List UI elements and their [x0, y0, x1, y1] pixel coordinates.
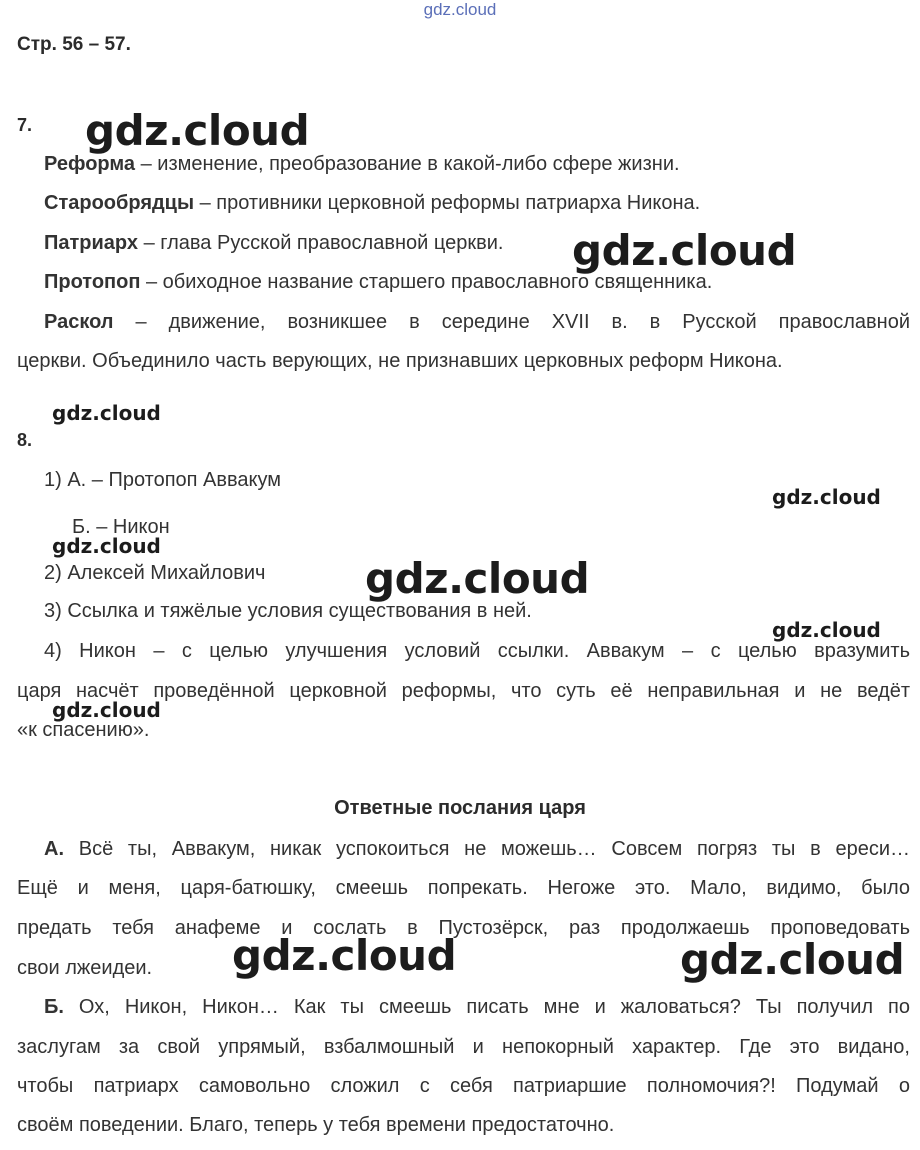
answer-4-line2: царя насчёт проведённой церковной реформы, что суть её неправильная и не ведёт [17, 680, 910, 702]
letter-b-line1 [44, 995, 910, 1019]
watermark: gdz.cloud [572, 226, 797, 275]
page-range-title: Стр. 56 – 57. [17, 34, 131, 55]
definition-patriarch [44, 231, 503, 255]
letter-text: Ох, Никон, Никон… Как ты смеешь писать мне и жаловаться? Ты получил по [63, 996, 910, 1018]
letter-b-line4: своём поведении. Благо, теперь у тебя времени предостаточно. [17, 1114, 615, 1136]
letter-a-line1 [44, 837, 910, 861]
definition-text: – движение, возникшее в середине XVII в. в Русской православной [113, 311, 910, 333]
term-label: Реформа [44, 153, 136, 175]
term-label: Раскол [44, 311, 114, 333]
answer-2: 2) Алексей Михайлович [44, 562, 266, 584]
letter-a-line3: предать тебя анафеме и сослать в Пустозёрск, раз продолжаешь проповедовать [17, 917, 910, 939]
definition-schism-line1 [44, 310, 910, 334]
answer-3: 3) Ссылка и тяжёлые условия существования в ней. [44, 600, 532, 622]
watermark-top: gdz.cloud [423, 0, 497, 19]
term-label: Старообрядцы [44, 192, 195, 214]
watermark: gdz.cloud [680, 935, 905, 984]
definition-reform [44, 152, 680, 176]
letter-text: Всё ты, Аввакум, никак успокоиться не можешь… Совсем погряз ты в ереси… [64, 838, 910, 860]
answer-4-line1: 4) Никон – с целью улучшения условий ссылки. Аввакум – с целью вразумить [44, 640, 910, 662]
task-8-number: 8. [17, 430, 33, 450]
letter-a-line2: Ещё и меня, царя-батюшку, смеешь попрекать. Негоже это. Мало, видимо, было [17, 877, 910, 899]
watermark: gdz.cloud [232, 931, 457, 980]
watermark: gdz.cloud [52, 698, 161, 722]
letter-a-label: А. [44, 838, 64, 860]
watermark: gdz.cloud [772, 485, 881, 509]
watermark: gdz.cloud [52, 401, 161, 425]
letters-heading: Ответные послания царя [334, 797, 586, 819]
letter-a-line4: свои лжеидеи. [17, 957, 153, 979]
term-label: Протопоп [44, 271, 141, 293]
definition-text: – обиходное название старшего православного священника. [140, 271, 713, 293]
answer-1b: Б. – Никон [72, 516, 170, 538]
term-label: Патриарх [44, 232, 139, 254]
definition-schism-line2: церкви. Объединило часть верующих, не признавших церковных реформ Никона. [17, 350, 783, 372]
watermark: gdz.cloud [365, 554, 590, 603]
task-7-number: 7. [17, 115, 33, 135]
definition-old-believers [44, 191, 700, 215]
watermark: gdz.cloud [85, 106, 310, 155]
definition-text: – глава Русской православной церкви. [138, 232, 504, 254]
watermark: gdz.cloud [52, 534, 161, 558]
definition-text: – противники церковной реформы патриарха Никона. [194, 192, 701, 214]
answer-4-line3: «к спасению». [17, 719, 150, 741]
letter-b-label: Б. [44, 996, 64, 1018]
letter-b-line3: чтобы патриарх самовольно сложил с себя патриаршие полномочия?! Подумай о [17, 1075, 910, 1097]
definition-text: – изменение, преобразование в какой-либо сфере жизни. [135, 153, 680, 175]
answer-1a: 1) А. – Протопоп Аввакум [44, 469, 282, 491]
watermark: gdz.cloud [772, 618, 881, 642]
letter-b-line2: заслугам за свой упрямый, взбалмошный и непокорный характер. Где это видано, [17, 1036, 910, 1058]
